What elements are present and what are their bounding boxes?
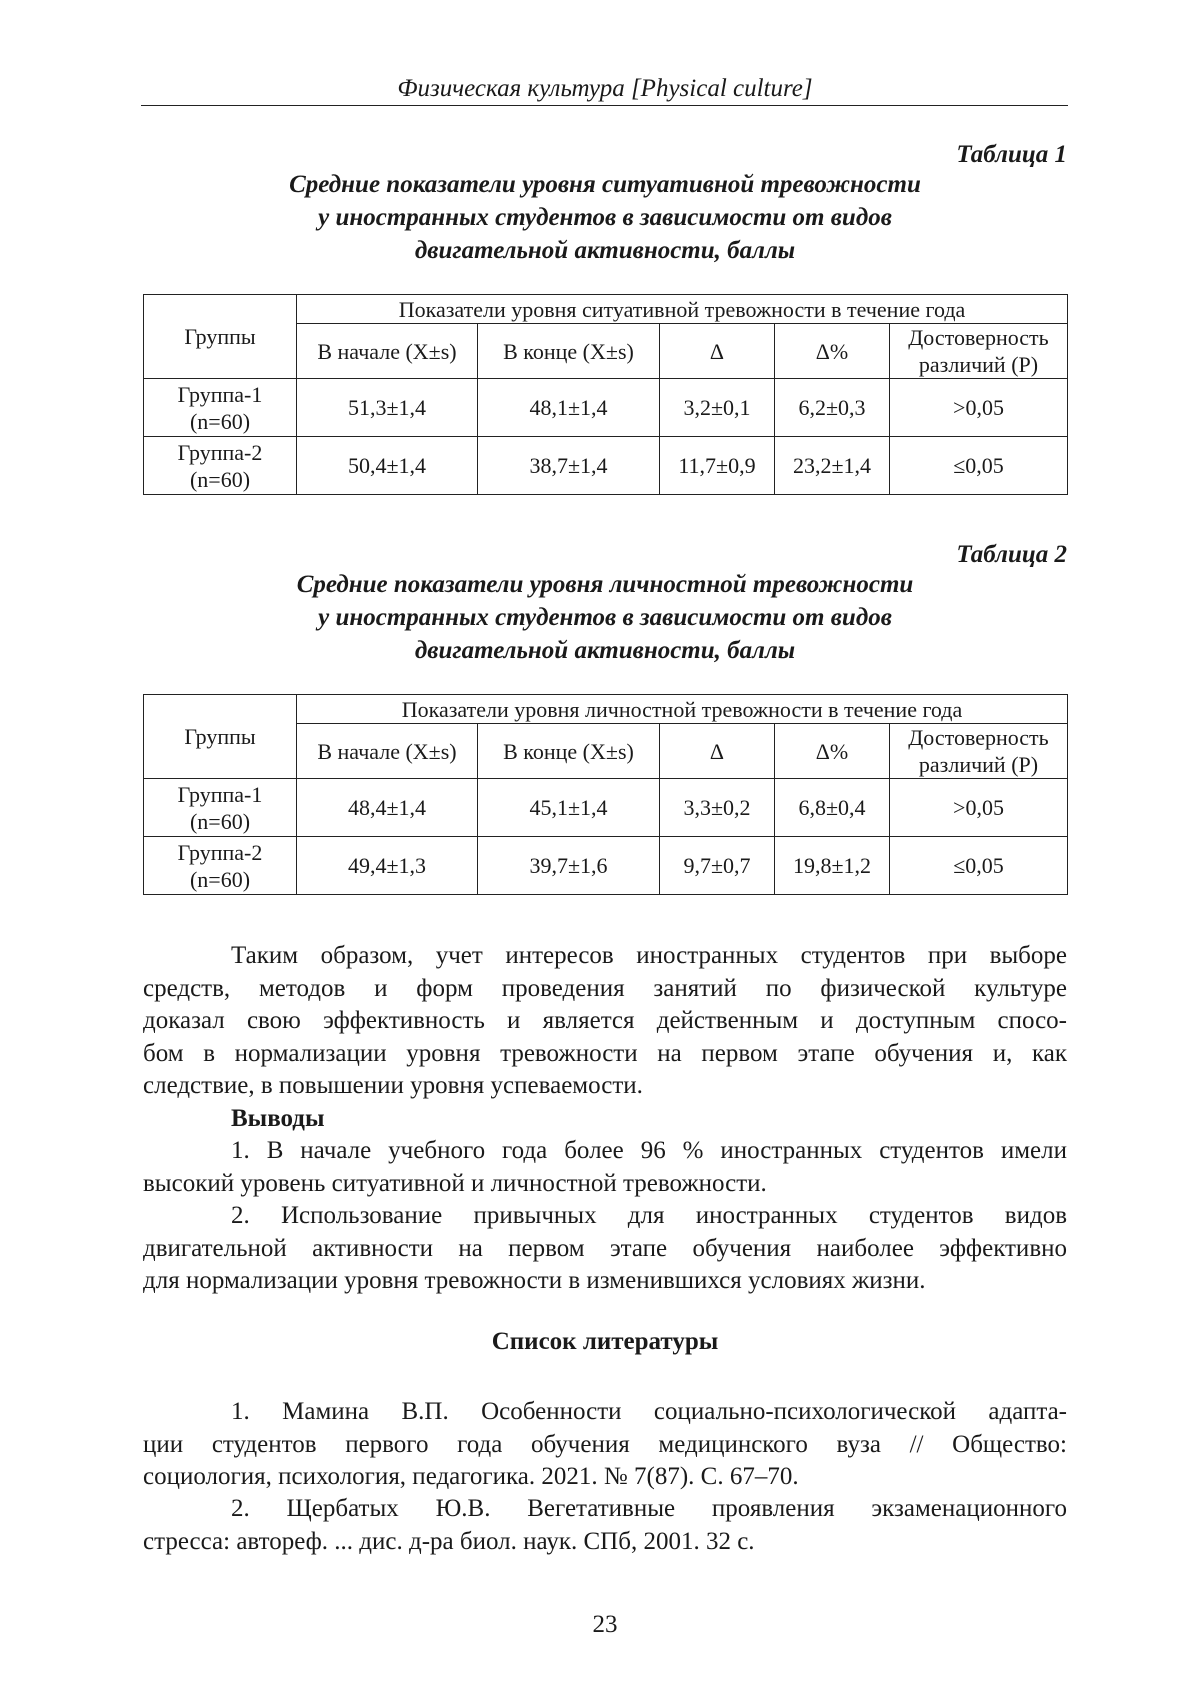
table-cell: >0,05: [890, 379, 1068, 437]
table2-col-groups: Группы: [144, 695, 297, 779]
table-cell: 19,8±1,2: [775, 837, 890, 895]
group-name: Группа-1: [177, 381, 263, 407]
table-cell-group: [144, 779, 297, 837]
group-size: (n=60): [189, 866, 251, 892]
table2-title-line: двигательной активности, баллы: [414, 637, 796, 664]
reference-2: [143, 1493, 1067, 1558]
text-line: 2. Использование привычных для иностранных студентов видов: [231, 1202, 1067, 1229]
text-line: 2. Щербатых Ю.В. Вегетативные проявления экзаменационного: [231, 1495, 1067, 1522]
table-cell: 49,4±1,3: [297, 837, 478, 895]
table1-header-row: [144, 295, 1068, 324]
table2-col-significance: Достоверность различий (P): [890, 724, 1068, 779]
table2-col-delta: Δ: [660, 724, 775, 779]
text-line: для нормализации уровня тревожности в изменившихся условиях жизни.: [143, 1267, 926, 1294]
table2-col-end: В конце (X±s): [478, 724, 660, 779]
text-line: бом в нормализации уровня тревожности на первом этапе обучения и, как: [143, 1039, 1067, 1067]
table2-label: Таблица 2: [956, 541, 1067, 568]
table2: [143, 694, 1068, 895]
table-cell: 48,4±1,4: [297, 779, 478, 837]
table-cell: 39,7±1,6: [478, 837, 660, 895]
table1-title-line: у иностранных студентов в зависимости от видов: [318, 204, 892, 231]
table1: [143, 294, 1068, 495]
table-cell: 11,7±0,9: [660, 437, 775, 495]
table2-title-line: Средние показатели уровня личностной тревожности: [296, 571, 914, 598]
table2-title: [143, 568, 1067, 667]
findings-heading: Выводы: [231, 1105, 325, 1132]
table-cell: 48,1±1,4: [478, 379, 660, 437]
table1-col-delta-pct: Δ%: [775, 324, 890, 379]
table1-col-delta: Δ: [660, 324, 775, 379]
page-number: 23: [592, 1611, 618, 1638]
running-head: Физическая культура [Physical culture]: [397, 75, 813, 102]
text-line: Таким образом, учет интересов иностранных студентов при выборе: [231, 942, 1067, 969]
table1-label: Таблица 1: [956, 141, 1067, 168]
table2-span-header: Показатели уровня личностной тревожности в течение года: [297, 695, 1068, 724]
table-cell: 6,2±0,3: [775, 379, 890, 437]
table2-title-line: у иностранных студентов в зависимости от видов: [318, 604, 892, 631]
text-line: стресса: автореф. ... дис. д-ра биол. наук. СПб, 2001. 32 с.: [143, 1527, 755, 1555]
table1-col-significance: Достоверность различий (P): [890, 324, 1068, 379]
table-row: [144, 779, 1068, 837]
table1-span-header: Показатели уровня ситуативной тревожности в течение года: [297, 295, 1068, 324]
table-cell: 45,1±1,4: [478, 779, 660, 837]
table1-title: [143, 168, 1067, 267]
conclusion-paragraph: [143, 940, 1067, 1103]
text-line: следствие, в повышении уровня успеваемости.: [143, 1072, 643, 1099]
group-name: Группа-2: [177, 439, 263, 465]
table1-col-end: В конце (X±s): [478, 324, 660, 379]
table-row: [144, 837, 1068, 895]
table-cell: ≤0,05: [890, 837, 1068, 895]
references-heading: Список литературы: [491, 1328, 719, 1355]
table-cell-group: [144, 437, 297, 495]
finding-2: [143, 1200, 1067, 1298]
table-cell: 9,7±0,7: [660, 837, 775, 895]
table-cell-group: [144, 379, 297, 437]
table-cell: 6,8±0,4: [775, 779, 890, 837]
group-size: (n=60): [189, 808, 251, 834]
finding-1: [143, 1135, 1067, 1200]
group-size: (n=60): [189, 408, 251, 434]
table1-title-line: двигательной активности, баллы: [414, 237, 796, 264]
text-line: социология, психология, педагогика. 2021. № 7(87). С. 67–70.: [143, 1463, 799, 1490]
text-line: 1. Мамина В.П. Особенности социально-психологической адапта-: [231, 1398, 1067, 1425]
table1-title-line: Средние показатели уровня ситуативной тревожности: [289, 171, 921, 198]
table2-col-start: В начале (X±s): [297, 724, 478, 779]
table-cell: 3,2±0,1: [660, 379, 775, 437]
text-line: 1. В начале учебного года более 96 % иностранных студентов имели: [231, 1137, 1067, 1164]
group-name: Группа-2: [177, 839, 263, 865]
table-cell: 50,4±1,4: [297, 437, 478, 495]
table-cell: 23,2±1,4: [775, 437, 890, 495]
text-line: доказал свою эффективность и является действенным и доступным спосо-: [143, 1007, 1067, 1034]
text-line: высокий уровень ситуативной и личностной тревожности.: [143, 1169, 767, 1197]
table1-col-start: В начале (X±s): [297, 324, 478, 379]
table2-header-row: [144, 695, 1068, 724]
text-line: ции студентов первого года обучения медицинского вуза // Общество:: [143, 1430, 1067, 1458]
text-line: двигательной активности на первом этапе обучения наиболее эффективно: [143, 1234, 1067, 1262]
table-row: [144, 379, 1068, 437]
header-rule: [141, 105, 1068, 106]
table-cell: 51,3±1,4: [297, 379, 478, 437]
reference-1: [143, 1396, 1067, 1494]
table-row: [144, 437, 1068, 495]
table-cell: 3,3±0,2: [660, 779, 775, 837]
table-cell: ≤0,05: [890, 437, 1068, 495]
table-cell-group: [144, 837, 297, 895]
text-line: средств, методов и форм проведения занятий по физической культуре: [143, 974, 1067, 1002]
group-size: (n=60): [189, 466, 251, 492]
group-name: Группа-1: [177, 781, 263, 807]
table2-col-delta-pct: Δ%: [775, 724, 890, 779]
table1-col-groups: Группы: [144, 295, 297, 379]
table-cell: >0,05: [890, 779, 1068, 837]
table-cell: 38,7±1,4: [478, 437, 660, 495]
